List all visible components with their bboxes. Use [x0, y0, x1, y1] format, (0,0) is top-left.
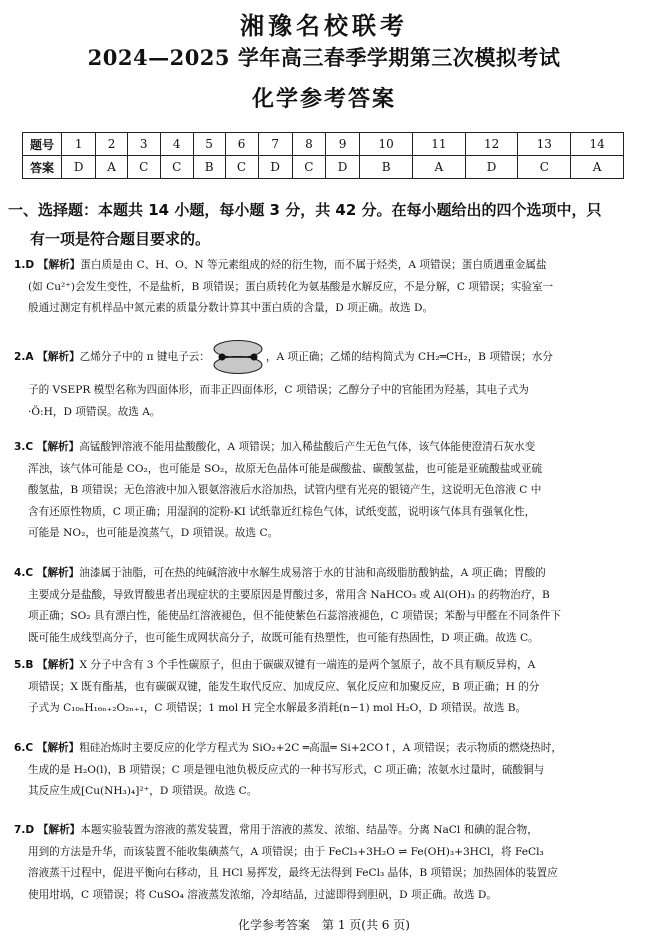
- question-line: ·Ö:H，D 项错误。故选 A。: [28, 405, 161, 418]
- question-line: 可能是 NO₂，也可能是溴蒸气，D 项错误。故选 C。: [28, 527, 279, 539]
- question-3: [14, 437, 634, 545]
- answer-cell: D: [62, 156, 96, 179]
- answer-table: [22, 132, 624, 179]
- answer-cell: A: [413, 156, 466, 179]
- question-line: 溶液蒸干过程中，促进平衡向右移动，且 HCl 易挥发，最终无法得到 FeCl₃ 晶体，B 项错误；加热固体的装置应: [28, 867, 558, 879]
- question-line: 蛋白质是由 C、H、O、N 等元素组成的烃的衍生物，而不属于烃类，A 项错误；蛋白质遇重金属盐: [80, 259, 547, 271]
- answer-cell: D: [465, 156, 518, 179]
- question-label: 1.D 【解析】: [14, 259, 81, 271]
- question-line: 子式为 C₁₀ₙH₁₆ₙ₊₂O₂ₙ₊₁，C 项错误；1 mol H 完全水解最多消耗(n−1) mol H₂O，D 项错误。故选 B。: [28, 702, 527, 714]
- answer-cell: C: [225, 156, 258, 179]
- question-line: 油漆属于油脂，可在热的纯碱溶液中水解生成易溶于水的甘油和高级脂肪酸钠盐，A 项正确；胃酸的: [79, 567, 546, 579]
- answer-cell: A: [571, 156, 624, 179]
- question-7: [14, 820, 634, 906]
- answer-cell: C: [160, 156, 193, 179]
- question-line: 本题实验装置为溶液的蒸发装置，常用于溶液的蒸发、浓缩、结晶等。分离 NaCl 和碘的混合物，: [80, 824, 538, 836]
- answer-cell: C: [518, 156, 571, 179]
- question-line: 其反应生成[Cu(NH₃)₄]²⁺，D 项错误。故选 C。: [28, 785, 258, 797]
- question-line: 项正确；SO₂ 具有漂白性，能使品红溶液褪色，但不能使紫色石蕊溶液褪色，C 项错误；苯酚与甲醛在不同条件下: [28, 610, 561, 622]
- question-number-cell: 12: [465, 133, 518, 156]
- question-line: 高锰酸钾溶液不能用盐酸酸化，A 项错误；加入稀盐酸后产生无色气体，该气体能使澄清石灰水变: [79, 441, 536, 453]
- question-number-cell: 11: [413, 133, 466, 156]
- question-line: 生成的是 H₂O(l)，B 项错误；C 项是锂电池负极反应式的一种书写形式，C 项正确；浓氨水过量时，硫酸铜与: [28, 763, 545, 776]
- question-line: 使用坩埚，C 项错误；将 CuSO₄ 溶液蒸发浓缩，冷却结晶，过滤即得到胆矾，D 项正确。故选 D。: [28, 888, 498, 901]
- answer-cell: D: [325, 156, 359, 179]
- question-line: ，A 项正确；乙烯的结构简式为 CH₂═CH₂，B 项错误；水分: [265, 351, 553, 363]
- section-line-2: 有一项是符合题目要求的。: [30, 230, 211, 248]
- answer-cell: D: [258, 156, 292, 179]
- row-label-number: 题号: [23, 133, 62, 156]
- section-line-1: 一、选择题：本题共 14 小题，每小题 3 分，共 42 分。在每小题给出的四个选项中，只: [8, 201, 602, 219]
- question-label: 3.C 【解析】: [14, 441, 80, 453]
- question-line: 酸氢盐，B 项错误；无色溶液中加入银氨溶液后水浴加热，试管内壁有光亮的银镜产生，这说明无色溶液 C 中: [28, 484, 542, 496]
- question-number-cell: 7: [258, 133, 292, 156]
- question-1: [14, 255, 634, 320]
- question-number-cell: 1: [62, 133, 96, 156]
- answer-cell: B: [360, 156, 413, 179]
- question-line: X 分子中含有 3 个手性碳原子，但由于碳碳双键有一端连的是两个氢原子，故不具有顺反异构，A: [79, 659, 536, 671]
- question-5: [14, 655, 634, 720]
- answer-row: [23, 156, 624, 179]
- exam-title: 2024—2025 学年高三春季学期第三次模拟考试: [87, 45, 561, 70]
- pi-bond-electron-cloud-icon: [212, 340, 264, 374]
- answer-cell: B: [193, 156, 225, 179]
- question-2: [14, 340, 634, 423]
- question-line: 粗硅冶炼时主要反应的化学方程式为 SiO₂+2C ═高温═ Si+2CO↑，A 项错误；表示物质的燃烧热时，: [79, 742, 562, 754]
- question-number-cell: 14: [571, 133, 624, 156]
- question-6: [14, 738, 634, 803]
- question-line: 含有还原性物质，C 项正确；用湿润的淀粉-KI 试纸靠近红棕色气体，试纸变蓝，说明该气体具有强氧化性，: [28, 505, 536, 518]
- question-number-row: [23, 133, 624, 156]
- exam-series-title: 湘豫名校联考: [240, 11, 408, 40]
- question-line: 用到的方法是升华，而该装置不能收集碘蒸气，A 项错误；由于 FeCl₃+3H₂O ⇌ Fe(OH)₃+3HCl，将 FeCl₃: [28, 845, 544, 858]
- question-label: 4.C 【解析】: [14, 567, 80, 579]
- page-footer: 化学参考答案 第 1 页(共 6 页): [238, 918, 410, 932]
- question-label: 2.A 【解析】: [14, 351, 80, 363]
- question-number-cell: 8: [292, 133, 325, 156]
- question-number-cell: 6: [225, 133, 258, 156]
- question-number-cell: 4: [160, 133, 193, 156]
- answer-cell: C: [127, 156, 160, 179]
- question-line: 项错误；X 既有酯基，也有碳碳双键，能发生取代反应、加成反应、氧化反应和加聚反应，B 项正确；H 的分: [28, 680, 540, 693]
- question-label: 6.C 【解析】: [14, 742, 80, 754]
- question-line: 既可能生成线型高分子，也可能生成网状高分子，故既可能有热塑性，也可能有热固性，D 项正确。故选 C。: [28, 631, 539, 644]
- row-label-answer: 答案: [23, 156, 62, 179]
- question-number-cell: 10: [360, 133, 413, 156]
- document-title: 化学参考答案: [251, 86, 396, 112]
- answer-cell: A: [96, 156, 127, 179]
- answer-cell: C: [292, 156, 325, 179]
- question-line: 乙烯分子中的 π 键电子云：: [79, 351, 210, 363]
- question-number-cell: 13: [518, 133, 571, 156]
- question-line: 子的 VSEPR 模型名称为四面体形，而非正四面体形，C 项错误；乙醇分子中的官能团为羟基，其电子式为: [28, 384, 529, 396]
- question-4: [14, 563, 634, 649]
- section-heading: [8, 196, 638, 254]
- question-number-cell: 3: [127, 133, 160, 156]
- question-line: 浑浊，该气体可能是 CO₂，也可能是 SO₂，故原无色晶体可能是碳酸盐、碳酸氢盐，也可能是亚硫酸盐或亚硫: [28, 462, 543, 475]
- question-line: 主要成分是盐酸，导致胃酸患者出现症状的主要原因是胃酸过多，常用含 NaHCO₃ 或 Al(OH)₃ 的药物治疗，B: [28, 588, 550, 601]
- question-number-cell: 9: [325, 133, 359, 156]
- question-label: 7.D 【解析】: [14, 824, 81, 836]
- question-number-cell: 2: [96, 133, 127, 156]
- question-number-cell: 5: [193, 133, 225, 156]
- question-line: (如 Cu²⁺)会发生变性，不是盐析，B 项错误；蛋白质转化为氨基酸是水解反应，不是分解，C 项错误；实验室一: [28, 280, 554, 293]
- question-line: 般通过测定有机样品中氮元素的质量分数计算其中蛋白质的含量，D 项正确。故选 D。: [28, 302, 434, 314]
- question-label: 5.B 【解析】: [14, 659, 80, 671]
